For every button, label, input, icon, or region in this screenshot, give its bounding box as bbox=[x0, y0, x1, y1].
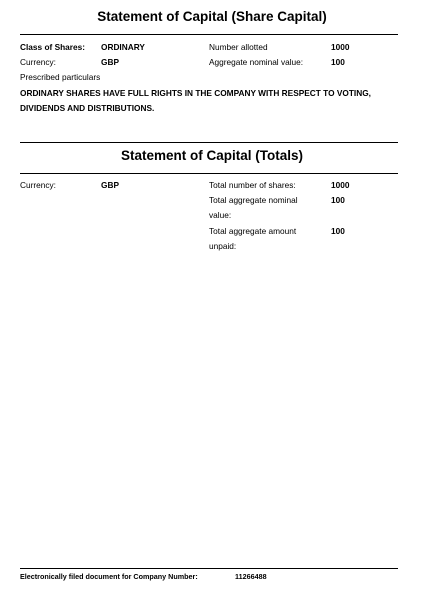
totals-rule bbox=[20, 173, 398, 174]
total-shares-value: 1000 bbox=[331, 180, 350, 190]
footer-company-number: 11266488 bbox=[235, 572, 267, 581]
share-capital-rule bbox=[20, 34, 398, 35]
aggregate-nominal-label: Aggregate nominal value: bbox=[209, 57, 304, 67]
total-unpaid-label: Total aggregate amount bbox=[209, 226, 297, 236]
number-allotted-label: Number allotted bbox=[209, 42, 268, 52]
class-of-shares-value: ORDINARY bbox=[101, 42, 145, 52]
share-capital-title: Statement of Capital (Share Capital) bbox=[97, 9, 327, 24]
footer-rule bbox=[20, 568, 398, 569]
totals-title: Statement of Capital (Totals) bbox=[120, 148, 303, 163]
footer-label: Electronically filed document for Company Number: bbox=[20, 572, 198, 581]
total-unpaid-value: 100 bbox=[331, 226, 345, 236]
total-nominal-label-cont: value: bbox=[209, 210, 232, 220]
totals-currency-value: GBP bbox=[101, 180, 119, 190]
totals-top-rule bbox=[20, 142, 398, 143]
total-shares-label: Total number of shares: bbox=[209, 180, 296, 190]
number-allotted-value: 1000 bbox=[331, 42, 350, 52]
aggregate-nominal-value: 100 bbox=[331, 57, 345, 67]
class-of-shares-label: Class of Shares: bbox=[20, 42, 86, 52]
total-nominal-label: Total aggregate nominal bbox=[209, 195, 298, 205]
totals-currency-label: Currency: bbox=[20, 180, 56, 190]
prescribed-particulars-text: ORDINARY SHARES HAVE FULL RIGHTS IN THE COMPANY WITH RESPECT TO VOTING, DIVIDENDS AND DISTRIBUTIONS. bbox=[20, 88, 371, 113]
total-nominal-value: 100 bbox=[331, 195, 345, 205]
currency-label: Currency: bbox=[20, 57, 56, 67]
prescribed-particulars-label: Prescribed particulars bbox=[20, 72, 101, 82]
total-unpaid-label-cont: unpaid: bbox=[209, 241, 237, 251]
currency-value: GBP bbox=[101, 57, 119, 67]
